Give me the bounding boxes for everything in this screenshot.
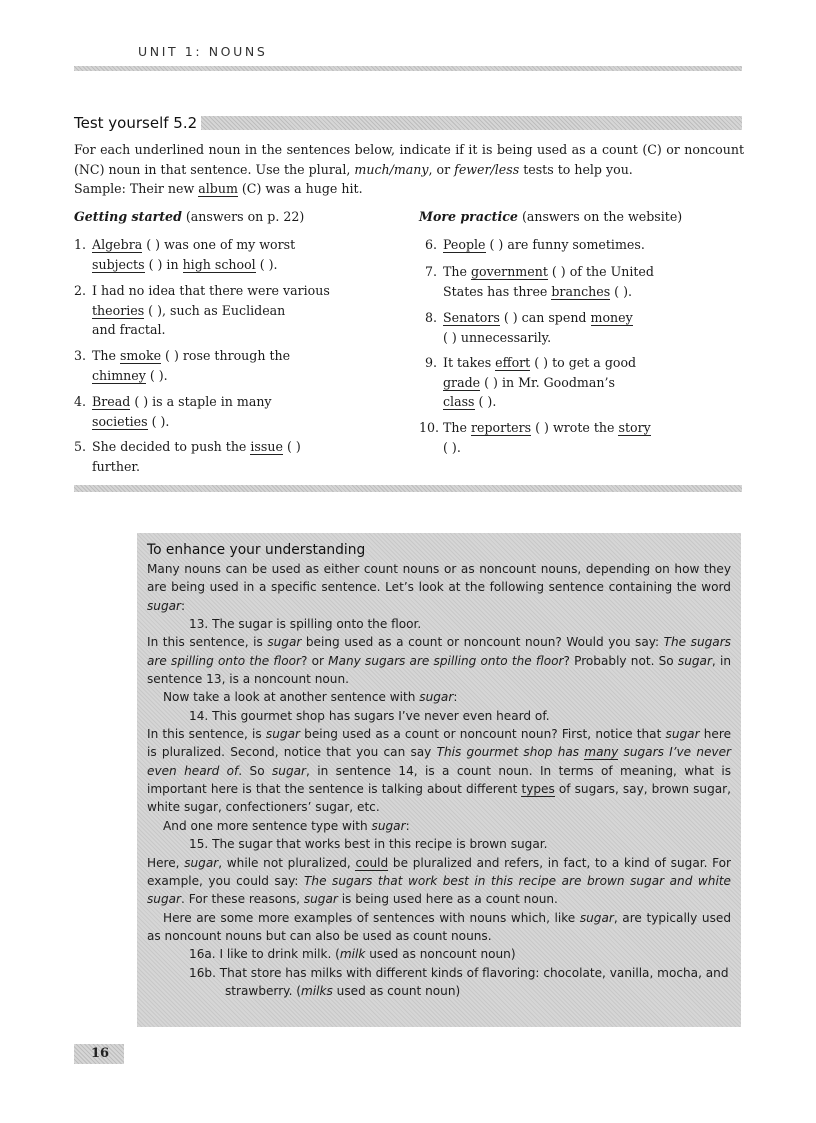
exercise-item — [425, 308, 743, 347]
more-practice-note: (answers on the website) — [517, 209, 683, 224]
box-text: being used as a count or noncount noun? First, notice that — [299, 727, 666, 742]
box-text: be pluralized and refers, in fact, to a kind of sugar. For example, you could say: — [147, 855, 732, 888]
item-text: ( ). — [255, 256, 278, 272]
item-number: 2. — [74, 283, 87, 298]
box-title: To enhance your understanding — [147, 542, 366, 558]
instructions — [74, 140, 744, 199]
item-text: ( ). — [145, 367, 168, 383]
more-practice-heading — [419, 209, 682, 224]
more-practice-label: More practice — [419, 209, 518, 224]
instructions-end: tests to help you. — [519, 161, 633, 177]
box-paragraph — [147, 854, 731, 909]
item-text: It takes — [443, 355, 496, 370]
title-rule — [201, 116, 742, 130]
exercise-item — [425, 235, 743, 255]
target-noun: effort — [495, 355, 531, 370]
box-term: milks — [301, 983, 333, 998]
box-term: many — [584, 745, 619, 760]
item-text: States has three — [443, 283, 552, 299]
box-text: . For these reasons, — [181, 892, 304, 907]
item-number: 1. — [74, 237, 87, 252]
box-text: In this sentence, is — [147, 727, 266, 742]
box-term: Many sugars are spilling onto the floor — [328, 653, 564, 668]
target-noun: high school — [182, 256, 256, 272]
box-term: sugar — [265, 727, 300, 742]
target-noun: Senators — [443, 310, 500, 325]
example-sentence: 14. This gourmet shop has sugars I’ve never even heard of. — [189, 708, 550, 723]
item-text: ( ) wrote the — [531, 420, 619, 435]
section-rule — [74, 485, 742, 492]
box-text: : — [181, 598, 186, 613]
item-text: ( ) is a staple in many — [130, 394, 272, 409]
target-noun: branches — [551, 283, 611, 299]
box-term: The sugars are spilling onto the floor — [147, 635, 731, 668]
sample-noun: album — [198, 181, 238, 196]
exercise-item — [74, 346, 404, 385]
item-text: ( ) — [282, 439, 301, 454]
item-text: ( ). — [147, 413, 170, 429]
item-number: 9. — [425, 355, 438, 370]
target-noun: government — [470, 264, 548, 279]
box-text: In this sentence, is — [147, 635, 268, 650]
target-noun: reporters — [470, 420, 532, 435]
box-text: 16a. I like to drink milk. ( — [189, 947, 340, 962]
item-text: further. — [92, 458, 141, 474]
item-text: ( ) to get a good — [530, 355, 637, 370]
exercise-item — [74, 281, 404, 340]
instructions-text: For each underlined noun in the sentences below, indicate if it is being used as a count (C) or noncount (NC) noun in that sentence. Use the plural, — [74, 142, 744, 177]
box-text: Many nouns can be used as either count nouns or as noncount nouns, depending on how they are being used in a specific sentence. Let’s look at the following sentence containing the word — [147, 562, 731, 595]
item-text: The — [443, 420, 471, 435]
box-text: 16b. That store has milks with different kinds of flavoring: chocolate, vanilla, mocha, and strawberry. ( — [189, 965, 729, 998]
instructions-or: , or — [428, 161, 455, 177]
box-term: This gourmet shop has — [436, 745, 585, 760]
target-noun: issue — [250, 439, 283, 454]
item-text: ( ) in Mr. Goodman’s — [480, 374, 615, 390]
box-text: Here are some more examples of sentences with nouns which, like — [163, 910, 580, 925]
example-sentence — [147, 945, 731, 963]
target-noun: story — [618, 420, 651, 435]
box-term: sugar — [271, 763, 307, 778]
box-paragraph — [147, 817, 731, 835]
item-text: ( ) was one of my worst — [142, 237, 296, 252]
header-rule — [74, 66, 742, 71]
box-term: sugars I’ve never even heard of — [147, 745, 732, 778]
item-text: I had no idea that there were various — [92, 283, 330, 298]
item-text: ( ), such as Euclidean — [144, 302, 286, 318]
item-text: The — [92, 348, 120, 363]
box-term: sugar — [147, 598, 182, 613]
exercise-item — [419, 418, 743, 457]
item-text: ( ) of the United — [547, 264, 654, 279]
box-term: could — [355, 855, 389, 870]
box-text: used as count noun) — [332, 983, 461, 998]
box-paragraph — [147, 725, 731, 817]
target-noun: subjects — [92, 256, 145, 272]
item-text: ( ) are funny sometimes. — [485, 237, 645, 252]
box-text: : — [453, 690, 458, 705]
box-text: . So — [238, 763, 272, 778]
getting-started-heading — [74, 209, 304, 224]
box-text: Now take a look at another sentence with — [163, 690, 420, 705]
item-text: ( ) in — [144, 256, 183, 272]
box-text: , are typically used as noncount nouns but can also be used as count nouns. — [147, 910, 731, 943]
exercise-item — [74, 392, 404, 431]
item-number: 6. — [425, 237, 438, 252]
box-text: is being used here as a count noun. — [337, 892, 558, 907]
target-noun: People — [443, 237, 486, 252]
item-text: ( ) unnecessarily. — [443, 329, 552, 345]
item-text: ( ). — [610, 283, 632, 299]
box-term: sugar — [303, 892, 338, 907]
box-text: being used as a count or noncount noun? Would you say: — [301, 635, 664, 650]
box-text: , while not pluralized, — [218, 855, 356, 870]
enhance-understanding-box — [137, 533, 741, 1027]
target-noun: class — [443, 394, 475, 410]
target-noun: chimney — [92, 367, 146, 383]
item-number: 8. — [425, 310, 438, 325]
exercise-item — [425, 262, 743, 301]
box-paragraph — [147, 909, 731, 946]
box-term: sugar — [267, 635, 302, 650]
box-text: ? or — [300, 653, 329, 668]
getting-started-note: (answers on p. 22) — [181, 209, 305, 224]
target-noun: Bread — [92, 394, 131, 409]
getting-started-label: Getting started — [74, 209, 182, 224]
item-text: She decided to push the — [92, 439, 251, 454]
item-text: ( ). — [443, 439, 461, 455]
box-text: ? Probably not. So — [563, 653, 678, 668]
exercise-item — [74, 437, 404, 476]
box-text: , in sentence 13, is a noncount noun. — [147, 653, 731, 687]
target-noun: societies — [92, 413, 148, 429]
box-paragraph — [147, 633, 731, 688]
example-sentence: 15. The sugar that works best in this recipe is brown sugar. — [189, 837, 548, 852]
fewer-less-term: fewer/less — [454, 161, 520, 177]
target-noun: grade — [443, 374, 481, 390]
exercise-item — [74, 235, 404, 274]
item-text: and fractal. — [92, 322, 166, 338]
box-text: , in sentence 14, is a count noun. In terms of meaning, what is important here is that the sentence is talking about different — [147, 763, 731, 797]
sample-text: Sample: Their new — [74, 181, 199, 196]
box-term: types — [521, 782, 555, 797]
item-number: 3. — [74, 348, 87, 363]
much-many-term: much/many — [354, 161, 429, 177]
box-paragraph — [147, 688, 731, 706]
box-text: of sugars, say, brown sugar, white sugar, confectioners’ sugar, etc. — [147, 782, 731, 815]
target-noun: Algebra — [92, 237, 143, 252]
box-term: sugar — [419, 690, 454, 705]
box-term: milk — [339, 947, 366, 962]
exercise-item — [425, 353, 743, 412]
box-text: Here, — [147, 855, 185, 870]
box-text: And one more sentence type with — [163, 818, 372, 833]
example-sentence: 13. The sugar is spilling onto the floor. — [189, 617, 422, 632]
box-text: here is pluralized. Second, notice that you can say — [147, 727, 732, 760]
target-noun: theories — [92, 302, 145, 318]
section-title: Test yourself 5.2 — [74, 114, 198, 132]
item-text: ( ) rose through the — [161, 348, 291, 363]
box-term: sugar — [677, 653, 712, 668]
box-term: sugar — [579, 910, 614, 925]
sample-answer: (C) was a huge hit. — [237, 181, 363, 196]
page-number: 16 — [74, 1044, 124, 1064]
item-text: ( ). — [474, 394, 497, 410]
item-number: 4. — [74, 394, 87, 409]
target-noun: smoke — [119, 348, 162, 363]
item-text: ( ) can spend — [499, 310, 591, 325]
box-term: sugar — [665, 727, 700, 742]
item-number: 7. — [425, 264, 438, 279]
example-sentence — [147, 964, 731, 1001]
box-text: : — [405, 818, 410, 833]
box-text: used as noncount noun) — [365, 947, 516, 962]
running-header: UNIT 1: NOUNS — [138, 44, 268, 59]
item-text: The — [443, 264, 471, 279]
box-term: The sugars that work best in this recipe are brown sugar and white sugar — [147, 873, 731, 907]
item-number: 5. — [74, 439, 87, 454]
box-paragraph — [147, 560, 731, 615]
target-noun: money — [590, 310, 633, 325]
box-term: sugar — [184, 855, 219, 870]
box-term: sugar — [371, 818, 406, 833]
item-number: 10. — [419, 420, 440, 435]
